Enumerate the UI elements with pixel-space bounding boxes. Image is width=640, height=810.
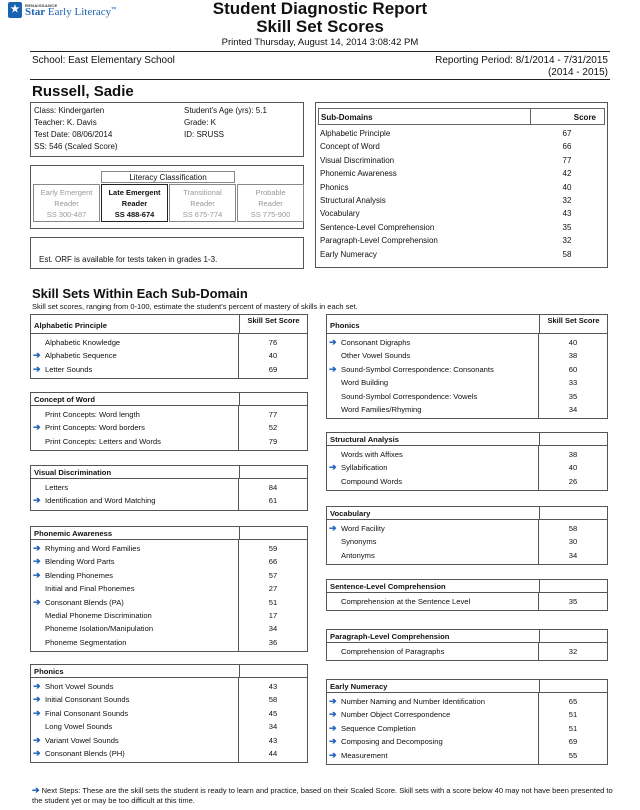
arrow-right-icon: ➔ [33, 734, 41, 745]
subdomain-row [320, 250, 603, 263]
reporting-period-years: (2014 - 2015) [547, 67, 608, 78]
skill-score-header [539, 433, 607, 445]
subdomain-header [318, 108, 605, 125]
arrow-right-icon: ➔ [33, 569, 41, 580]
skill-label: Sound-Symbol Correspondence: Consonants [341, 364, 494, 374]
skill-table-title: Sentence-Level Comprehension [330, 582, 446, 591]
printed-date: Printed Thursday, August 14, 2014 3:08:42 PM [221, 37, 419, 48]
skill-row [31, 582, 307, 595]
literacy-level-cell [101, 184, 168, 222]
skill-label: Antonyms [341, 550, 375, 560]
literacy-level-text: Reader [258, 199, 283, 208]
skill-label: Print Concepts: Word length [45, 410, 140, 419]
arrow-right-icon: ➔ [33, 556, 41, 567]
skill-score: 51 [568, 710, 578, 720]
student-id: ID: SRUSS [184, 130, 225, 139]
subdomain-score: 42 [562, 169, 572, 179]
literacy-level-text: SS 300-487 [46, 210, 87, 219]
arrow-right-icon: ➔ [329, 363, 337, 374]
skill-table-title: Concept of Word [34, 395, 96, 404]
skill-label: Letters [45, 483, 69, 492]
skill-sets-subheading: Skill set scores, ranging from 0-100, estimate the student's percent of mastery of skills in each set. [32, 302, 358, 311]
subdomain-score: 40 [562, 182, 572, 192]
skill-label: Medial Phoneme Discrimination [45, 611, 152, 620]
skill-table-title: Structural Analysis [330, 435, 399, 444]
subdomain-name: Early Numeracy [320, 249, 377, 259]
skill-score: 58 [268, 695, 278, 705]
skill-score: 69 [568, 737, 578, 747]
skill-sets-heading: Skill Sets Within Each Sub-Domain [32, 286, 248, 301]
skill-label: Word Families/Rhyming [341, 405, 422, 414]
skill-label: Print Concepts: Word borders [45, 423, 145, 433]
skill-row [31, 707, 307, 720]
skill-table-header [30, 465, 308, 479]
skill-table-title: Phonics [330, 321, 360, 330]
skill-score: 40 [268, 351, 278, 361]
skill-row [31, 336, 307, 349]
reporting-period [435, 55, 608, 79]
skill-label: Sequence Completion [341, 723, 416, 733]
skill-label: Consonant Blends (PA) [45, 597, 124, 607]
subdomain-score: 35 [562, 222, 572, 232]
literacy-level-text: Early Emergent [40, 188, 93, 197]
skill-score: 35 [568, 597, 578, 606]
skill-score-header [239, 665, 307, 677]
skill-label: Rhyming and Word Families [45, 544, 141, 553]
skill-row [327, 475, 607, 488]
subdomain-score: 67 [562, 129, 572, 138]
literacy-level-text: Reader [54, 199, 79, 208]
skill-score: 43 [268, 735, 278, 745]
reporting-period-dates: Reporting Period: 8/1/2014 - 7/31/2015 [435, 55, 608, 66]
arrow-right-icon: ➔ [329, 736, 337, 747]
arrow-right-icon: ➔ [33, 543, 41, 553]
subdomain-name: Vocabulary [320, 209, 360, 219]
skill-table-title: Alphabetic Principle [34, 321, 108, 330]
subdomain-row [320, 156, 603, 169]
skill-label: Phoneme Isolation/Manipulation [45, 624, 154, 634]
subdomain-row [320, 129, 603, 142]
skill-score: 38 [568, 351, 578, 361]
skill-table-header [326, 629, 608, 643]
skill-score: 60 [568, 364, 578, 374]
literacy-level-text: Late Emergent [108, 188, 161, 197]
subdomain-score: 43 [562, 209, 572, 219]
skill-score-header: Skill Set Score [539, 315, 607, 333]
arrow-right-icon: ➔ [329, 722, 337, 733]
literacy-level-cell [237, 184, 304, 222]
student-test-date: Test Date: 08/06/2014 [34, 130, 113, 139]
skill-row [327, 448, 607, 461]
subdomain-row [320, 183, 603, 196]
arrow-right-icon: ➔ [33, 596, 41, 607]
skill-score: 43 [268, 682, 278, 691]
student-grade: Grade: K [184, 118, 217, 127]
literacy-level-text: Reader [190, 199, 215, 208]
skill-score: 34 [568, 405, 578, 414]
skill-table-header [326, 679, 608, 693]
subdomain-name: Visual Discrimination [320, 155, 395, 165]
skill-row [327, 645, 607, 658]
subdomain-score: 58 [562, 249, 572, 259]
student-scaled-score: SS: 546 (Scaled Score) [34, 142, 118, 151]
student-info-box [30, 102, 304, 157]
arrow-right-icon: ➔ [329, 696, 337, 706]
skill-score: 40 [568, 338, 578, 347]
skill-row [327, 349, 607, 362]
skill-row [31, 435, 307, 448]
student-teacher: Teacher: K. Davis [34, 118, 97, 127]
skill-row [327, 708, 607, 721]
skill-score: 52 [268, 423, 278, 433]
skill-score: 61 [268, 496, 278, 506]
skill-row [327, 535, 607, 548]
skill-label: Final Consonant Sounds [45, 708, 129, 718]
subdomain-col-score: Score [573, 113, 596, 122]
skill-label: Measurement [341, 750, 388, 760]
report-subtitle: Skill Set Scores [256, 17, 384, 36]
arrow-right-icon: ➔ [33, 681, 41, 691]
student-class: Class: Kindergarten [34, 106, 105, 115]
skill-row [31, 421, 307, 434]
literacy-level-text: Reader [121, 199, 148, 208]
subdomain-row [320, 169, 603, 182]
literacy-level-text: SS 488-674 [114, 210, 155, 219]
literacy-classification-title: Literacy Classification [101, 171, 235, 183]
skill-row [327, 749, 607, 762]
skill-table-title: Vocabulary [330, 509, 371, 518]
literacy-level-text: SS 675-774 [182, 210, 223, 219]
skill-table-title: Visual Discrimination [34, 468, 112, 477]
skill-table-header [326, 314, 608, 334]
skill-label: Word Facility [341, 524, 385, 533]
orf-note: Est. ORF is available for tests taken in grades 1-3. [39, 255, 218, 264]
skill-row [31, 408, 307, 421]
literacy-level-cell [33, 184, 100, 222]
skill-row [31, 481, 307, 494]
subdomain-row [320, 223, 603, 236]
subdomain-score: 32 [562, 236, 572, 246]
skill-score: 36 [268, 637, 278, 647]
skill-row [31, 555, 307, 568]
arrow-right-icon: ➔ [33, 707, 41, 718]
skill-label: Comprehension at the Sentence Level [341, 597, 471, 606]
subdomain-score: 77 [562, 155, 572, 165]
skill-score: 51 [268, 597, 278, 607]
skill-label: Number Naming and Number Identification [341, 697, 485, 706]
skill-score: 69 [268, 364, 278, 374]
school-name: School: East Elementary School [32, 55, 175, 66]
skill-row [31, 622, 307, 635]
arrow-right-icon: ➔ [33, 422, 41, 433]
student-name: Russell, Sadie [32, 83, 134, 100]
subdomain-score: 32 [562, 196, 572, 205]
skill-score: 30 [568, 537, 578, 547]
skill-row [31, 609, 307, 622]
skill-row [327, 403, 607, 416]
skill-row [327, 595, 607, 608]
arrow-right-icon: ➔ [33, 495, 41, 506]
skill-score: 58 [568, 524, 578, 533]
literacy-level-text: Probable [255, 188, 286, 197]
literacy-classification-box [30, 165, 304, 229]
skill-score-header [539, 580, 607, 592]
skill-score-header [239, 393, 307, 405]
skill-label: Consonant Blends (PH) [45, 749, 125, 758]
divider [30, 79, 610, 80]
skill-row [327, 522, 607, 535]
subdomain-scores-box [315, 102, 608, 268]
skill-table-header [30, 526, 308, 540]
literacy-level-text: SS 775-900 [250, 210, 291, 219]
skill-label: Initial Consonant Sounds [45, 695, 130, 705]
student-age: Student's Age (yrs): 5.1 [184, 106, 267, 115]
skill-row [327, 363, 607, 376]
skill-label: Comprehension of Paragraphs [341, 647, 445, 656]
arrow-right-icon: ➔ [329, 749, 337, 760]
skill-table-header [30, 314, 308, 334]
skill-score-header: Skill Set Score [239, 315, 307, 333]
skill-table-header [30, 392, 308, 406]
skill-row [327, 376, 607, 389]
skill-score-header [539, 680, 607, 692]
arrow-right-icon: ➔ [329, 462, 337, 473]
subdomain-name: Alphabetic Principle [320, 129, 391, 138]
skill-row [327, 549, 607, 562]
subdomain-row [320, 142, 603, 155]
skill-score-header [239, 466, 307, 478]
subdomain-name: Phonics [320, 182, 349, 192]
skill-score: 32 [568, 647, 578, 656]
skill-score: 26 [568, 476, 578, 486]
logo-brand: Star [25, 6, 46, 18]
skill-label: Print Concepts: Letters and Words [45, 436, 161, 446]
skill-score-header [239, 527, 307, 539]
skill-label: Identification and Word Matching [45, 496, 156, 506]
skill-row [327, 390, 607, 403]
skill-label: Variant Vowel Sounds [45, 735, 119, 745]
subdomain-score: 66 [562, 142, 572, 152]
subdomain-row [320, 196, 603, 209]
logo-product-name: Early Literacy [47, 6, 112, 18]
skill-score: 34 [268, 722, 278, 732]
skill-row [327, 336, 607, 349]
skill-score: 17 [268, 611, 278, 620]
skill-score: 44 [268, 749, 278, 758]
skill-row [31, 734, 307, 747]
skill-label: Long Vowel Sounds [45, 722, 113, 732]
skill-label: Short Vowel Sounds [45, 682, 114, 691]
arrow-right-icon: ➔ [329, 709, 337, 720]
skill-row [31, 363, 307, 376]
arrow-right-icon: ➔ [33, 350, 41, 361]
logo-tm: ™ [111, 7, 117, 13]
subdomain-name: Phonemic Awareness [320, 169, 397, 179]
skill-table-title: Phonics [34, 667, 64, 676]
subdomain-row [320, 236, 603, 249]
arrow-right-icon: ➔ [33, 748, 41, 758]
literacy-level-cell [169, 184, 236, 222]
skill-score: 45 [268, 708, 278, 718]
skill-row [31, 569, 307, 582]
orf-note-box [30, 237, 304, 269]
subdomain-name: Paragraph-Level Comprehension [320, 236, 438, 246]
skill-label: Number Object Correspondence [341, 710, 451, 720]
skill-score: 65 [568, 697, 578, 706]
skill-row [327, 461, 607, 474]
skill-score-header [539, 630, 607, 642]
skill-row [31, 494, 307, 507]
skill-score: 57 [268, 570, 278, 580]
arrow-right-icon: ➔ [329, 337, 337, 347]
logo-company: RENAISSANCE [25, 3, 58, 8]
skill-label: Syllabification [341, 463, 388, 473]
arrow-right-icon: ➔ [33, 694, 41, 705]
skill-score: 55 [568, 750, 578, 760]
skill-label: Phoneme Segmentation [45, 637, 127, 647]
skill-row [31, 680, 307, 693]
skill-row [31, 349, 307, 362]
skill-row [31, 747, 307, 760]
skill-label: Composing and Decomposing [341, 737, 443, 747]
skill-score: 77 [268, 410, 278, 419]
skill-score: 38 [568, 450, 578, 459]
skill-label: Consonant Digraphs [341, 338, 411, 347]
skill-label: Compound Words [341, 476, 403, 486]
skill-table-header [326, 506, 608, 520]
skill-label: Blending Phonemes [45, 570, 113, 580]
skill-label: Other Vowel Sounds [341, 351, 411, 361]
divider [30, 51, 610, 52]
subdomain-name: Structural Analysis [320, 196, 386, 205]
skill-table-header [30, 664, 308, 678]
subdomain-name: Sentence-Level Comprehension [320, 222, 435, 232]
skill-label: Initial and Final Phonemes [45, 584, 135, 594]
skill-score-header [539, 507, 607, 519]
skill-label: Word Building [341, 378, 389, 388]
skill-score: 33 [568, 378, 578, 388]
skill-row [31, 542, 307, 555]
skill-score: 34 [568, 550, 578, 560]
next-steps-note [32, 785, 622, 806]
skill-table-header [326, 579, 608, 593]
skill-label: Synonyms [341, 537, 377, 547]
literacy-level-text: Transitional [183, 188, 222, 197]
subdomain-name: Concept of Word [320, 142, 380, 152]
skill-score: 79 [268, 436, 278, 446]
skill-label: Words with Affixes [341, 450, 403, 459]
subdomain-col-label: Sub-Domains [321, 113, 373, 122]
skill-score: 76 [268, 338, 278, 347]
skill-label: Alphabetic Knowledge [45, 338, 121, 347]
skill-score: 51 [568, 723, 578, 733]
skill-row [31, 693, 307, 706]
arrow-right-icon: ➔ [32, 785, 40, 795]
skill-score: 40 [568, 463, 578, 473]
skill-row [31, 720, 307, 733]
skill-score: 66 [268, 557, 278, 567]
skill-table-title: Phonemic Awareness [34, 529, 113, 538]
skill-label: Alphabetic Sequence [45, 351, 117, 361]
skill-score: 34 [268, 624, 278, 634]
skill-table-title: Paragraph-Level Comprehension [330, 632, 450, 641]
skill-label: Blending Word Parts [45, 557, 115, 567]
skill-row [31, 636, 307, 649]
skill-label: Letter Sounds [45, 364, 93, 374]
arrow-right-icon: ➔ [33, 363, 41, 374]
skill-row [327, 722, 607, 735]
skill-score: 59 [268, 544, 278, 553]
skill-table-title: Early Numeracy [330, 682, 388, 691]
skill-table-header [326, 432, 608, 446]
skill-label: Sound-Symbol Correspondence: Vowels [341, 391, 478, 401]
star-logo-icon: ★ [8, 2, 22, 18]
skill-row [327, 735, 607, 748]
skill-score: 27 [268, 584, 278, 594]
skill-score: 84 [268, 483, 278, 492]
next-steps-text: Next Steps: These are the skill sets the student is ready to learn and practice, based on their Scaled Score. Skill sets with a score below 40 may not have been presented to the student yet or may be too difficult at this time. [32, 786, 613, 805]
skill-score: 35 [568, 391, 578, 401]
report-title: Student Diagnostic Report [212, 0, 428, 18]
arrow-right-icon: ➔ [329, 523, 337, 533]
skill-row [327, 695, 607, 708]
skill-row [31, 596, 307, 609]
subdomain-row [320, 209, 603, 222]
